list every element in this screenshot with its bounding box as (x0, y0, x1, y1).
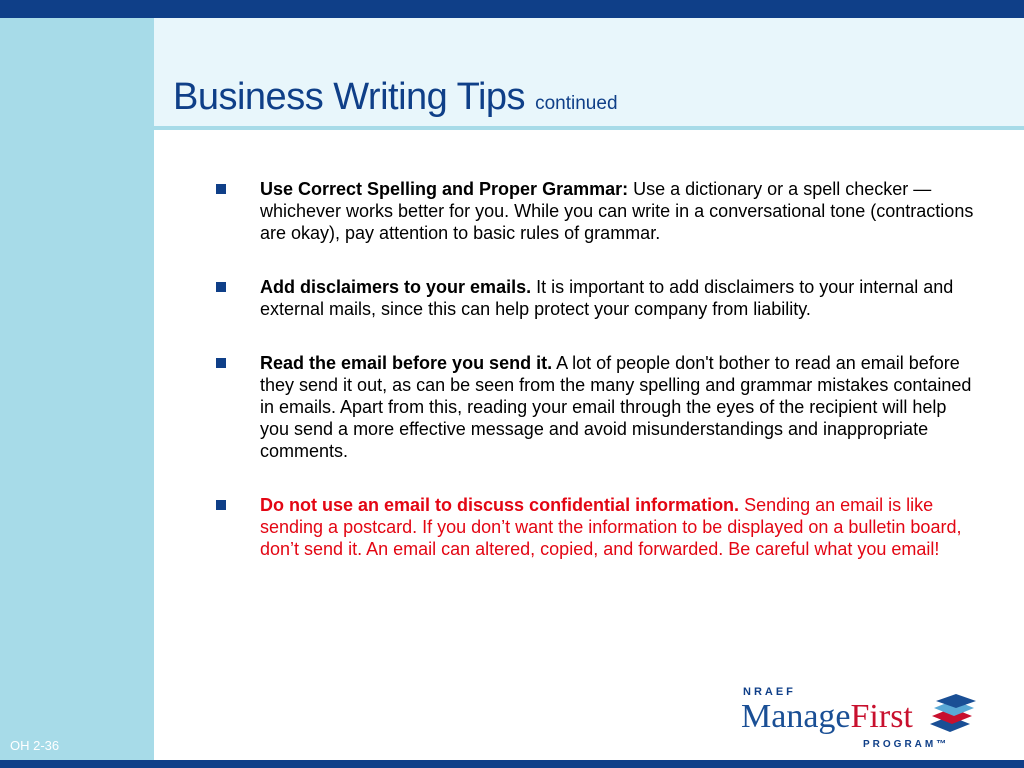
slide-number: OH 2-36 (10, 738, 60, 753)
logo-top-text: NRAEF (743, 686, 796, 698)
square-bullet-icon (216, 282, 226, 292)
slide-title (173, 76, 618, 119)
bullet-spelling-grammar (216, 178, 976, 244)
bullet-confidential (216, 494, 976, 560)
bullet-list (216, 178, 976, 560)
title-divider (0, 126, 1024, 130)
slide-title-text: Business Writing Tips (173, 76, 526, 118)
bullet-disclaimers (216, 276, 976, 320)
bottom-bar (0, 760, 1024, 768)
logo-wordmark-part1: Manage (741, 698, 851, 735)
square-bullet-icon (216, 358, 226, 368)
logo-wordmark (741, 698, 913, 736)
logo-wordmark-part2: First (850, 698, 913, 735)
bullet-lead: Add disclaimers to your emails. (260, 277, 532, 297)
bullet-text: Use a dictionary or a spell checker — whichever works better for you. While you can write in a conversational tone (contractions are okay), pay attention to basic rules of grammar. (260, 179, 974, 243)
managefirst-logo (738, 686, 988, 752)
bullet-text: Sending an email is like sending a postcard. If you don’t want the information to be displayed on a bulletin board, don’t send it. An email can altered, copied, and forwarded. Be careful what you email! (260, 495, 962, 559)
slide-title-suffix: continued (535, 93, 618, 114)
bullet-lead: Use Correct Spelling and Proper Grammar: (260, 179, 629, 199)
bullet-lead: Do not use an email to discuss confidential information. (260, 495, 740, 515)
bullet-read-email (216, 352, 976, 462)
bullet-text: A lot of people don't bother to read an email before they send it out, as can be seen from the many spelling and grammar mistakes contained in emails. Apart from this, reading your email through the eyes of the recipient will help you send a more effective message and avoid misunderstandings and inappropriate comments. (260, 353, 972, 461)
square-bullet-icon (216, 500, 226, 510)
square-bullet-icon (216, 184, 226, 194)
bullet-lead: Read the email before you send it. (260, 353, 553, 373)
bullet-text: It is important to add disclaimers to your internal and external mails, since this can help protect your company from liability. (260, 277, 954, 319)
top-bar (0, 0, 1024, 18)
logo-bottom-text: PROGRAM™ (863, 739, 950, 750)
stacked-books-icon (926, 694, 978, 736)
